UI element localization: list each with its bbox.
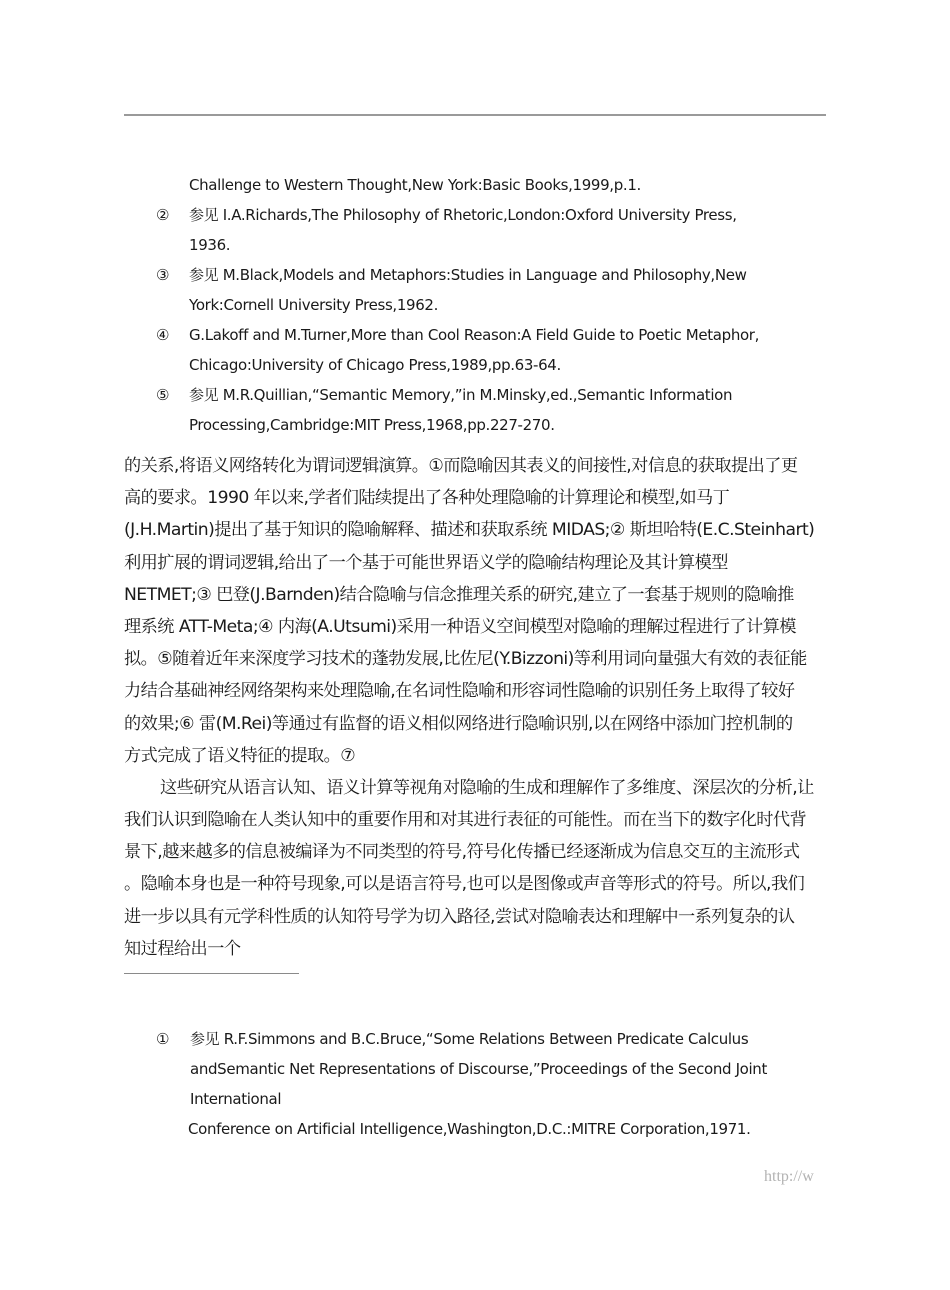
footnote-number: ① (156, 1030, 170, 1048)
body-line: 的关系,将语义网络转化为谓词逻辑演算。①而隐喻因其表义的间接性,对信息的获取提出了更 (124, 456, 798, 476)
body-line: 力结合基础神经网络架构来处理隐喻,在名词性隐喻和形容词性隐喻的识别任务上取得了较好 (124, 681, 795, 702)
body-line: NETMET;③ 巴登(J.Barnden)结合隐喻与信念推理关系的研究,建立了一套基于规则的隐喻推 (124, 584, 794, 605)
footnote-text: Chicago:University of Chicago Press,1989,pp.63-64. (189, 356, 561, 374)
body-line: 的效果;⑥ 雷(M.Rei)等通过有监督的语义相似网络进行隐喻识别,以在网络中添加门控机制的 (124, 713, 793, 734)
body-line: 理系统 ATT-Meta;④ 内海(A.Utsumi)采用一种语义空间模型对隐喻的理解过程进行了计算模 (124, 616, 796, 637)
footnote-2 (124, 200, 826, 260)
body-line: 我们认识到隐喻在人类认知中的重要作用和对其进行表征的可能性。而在当下的数字化时代背 (124, 810, 807, 831)
footnote-text: andSemantic Net Representations of Discourse,”Proceedings of the Second Joint (190, 1060, 767, 1078)
footnote-4 (124, 320, 826, 380)
footnote-number: ⑤ (156, 386, 170, 404)
body-line: (J.H.Martin)提出了基于知识的隐喻解释、描述和获取系统 MIDAS;② 斯坦哈特(E.C.Steinhart) (124, 520, 815, 541)
watermark-url: http://w (764, 1168, 814, 1185)
body-line: 高的要求。1990 年以来,学者们陆续提出了各种处理隐喻的计算理论和模型,如马丁 (124, 488, 730, 509)
footnote-number: ③ (156, 266, 170, 284)
body-line: 知过程给出一个 (124, 938, 241, 959)
footnote-text: Conference on Artificial Intelligence,Washington,D.C.:MITRE Corporation,1971. (188, 1120, 751, 1138)
body-text (124, 450, 836, 965)
body-line-paragraph-start: 这些研究从语言认知、语义计算等视角对隐喻的生成和理解作了多维度、深层次的分析,让 (160, 777, 814, 798)
footnote-text: York:Cornell University Press,1962. (189, 296, 439, 314)
footnote-3 (124, 260, 826, 320)
body-line: 方式完成了语义特征的提取。⑦ (124, 745, 356, 766)
footnotes-bottom (124, 1024, 826, 1144)
footnote-1 (124, 1024, 826, 1144)
footnote-text: 参见 M.Black,Models and Metaphors:Studies in Language and Philosophy,New (189, 266, 747, 284)
footnote-text: 参见 M.R.Quillian,“Semantic Memory,”in M.Minsky,ed.,Semantic Information (189, 386, 733, 404)
footnote-text: G.Lakoff and M.Turner,More than Cool Reason:A Field Guide to Poetic Metaphor, (189, 326, 760, 344)
footnote-text: International (190, 1090, 282, 1108)
body-line: 进一步以具有元学科性质的认知符号学为切入路径,尝试对隐喻表达和理解中一系列复杂的认 (124, 906, 795, 927)
header-rule (124, 114, 826, 116)
body-line: 。隐喻本身也是一种符号现象,可以是语言符号,也可以是图像或声音等形式的符号。所以,我们 (124, 874, 805, 895)
footnote-number: ④ (156, 326, 170, 344)
body-line: 景下,越来越多的信息被编译为不同类型的符号,符号化传播已经逐渐成为信息交互的主流形式 (124, 842, 800, 863)
footnote-text: Processing,Cambridge:MIT Press,1968,pp.227-270. (189, 416, 555, 434)
footnote-separator (124, 973, 299, 974)
body-line: 利用扩展的谓词逻辑,给出了一个基于可能世界语义学的隐喻结构理论及其计算模型 (124, 552, 728, 573)
footnote-number: ② (156, 206, 170, 224)
footnote-text: 参见 R.F.Simmons and B.C.Bruce,“Some Relations Between Predicate Calculus (190, 1030, 749, 1048)
footnote-text: 1936. (189, 236, 231, 254)
body-line: 拟。⑤随着近年来深度学习技术的蓬勃发展,比佐尼(Y.Bizzoni)等利用词向量强大有效的表征能 (124, 649, 807, 670)
footnotes-top (124, 170, 826, 440)
footnote-continuation: Challenge to Western Thought,New York:Basic Books,1999,p.1. (189, 176, 641, 194)
footnote-5 (124, 380, 826, 440)
footnote-text: 参见 I.A.Richards,The Philosophy of Rhetoric,London:Oxford University Press, (189, 206, 737, 224)
